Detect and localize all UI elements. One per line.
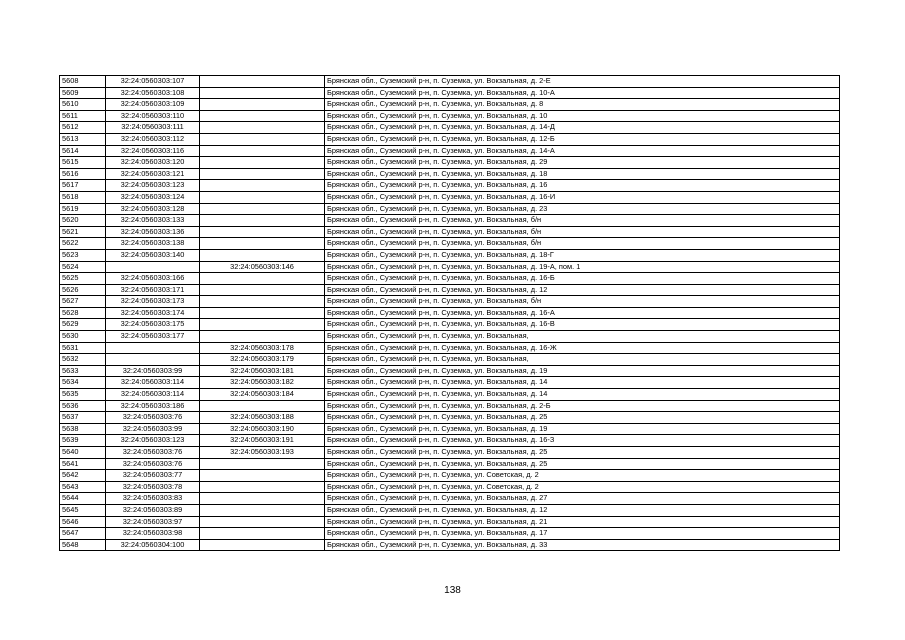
cadastral-number-secondary-cell: 32:24:0560303:146	[200, 261, 325, 273]
address-cell: Брянская обл., Суземский р-н, п. Суземка, ул. Вокзальная, д. 25	[325, 447, 840, 459]
table-row	[60, 342, 840, 354]
cadastral-number-secondary-cell	[200, 99, 325, 111]
row-number-cell: 5620	[60, 215, 106, 227]
cadastral-number-secondary-cell	[200, 168, 325, 180]
address-cell: Брянская обл., Суземский р-н, п. Суземка, ул. Вокзальная, б/н	[325, 296, 840, 308]
cadastral-number-cell: 32:24:0560303:78	[106, 481, 200, 493]
address-cell: Брянская обл., Суземский р-н, п. Суземка, ул. Вокзальная, д. 10	[325, 110, 840, 122]
cadastral-number-secondary-cell	[200, 516, 325, 528]
address-cell: Брянская обл., Суземский р-н, п. Суземка, ул. Вокзальная, б/н	[325, 215, 840, 227]
address-cell: Брянская обл., Суземский р-н, п. Суземка, ул. Вокзальная, д. 27	[325, 493, 840, 505]
address-cell: Брянская обл., Суземский р-н, п. Суземка, ул. Вокзальная, б/н	[325, 238, 840, 250]
table-row	[60, 331, 840, 343]
table-row	[60, 389, 840, 401]
row-number-cell: 5642	[60, 470, 106, 482]
table-row	[60, 133, 840, 145]
table-row	[60, 377, 840, 389]
row-number-cell: 5629	[60, 319, 106, 331]
cadastral-number-cell: 32:24:0560303:121	[106, 168, 200, 180]
cadastral-number-secondary-cell	[200, 284, 325, 296]
table-row	[60, 470, 840, 482]
cadastral-number-secondary-cell: 32:24:0560303:181	[200, 365, 325, 377]
table-row	[60, 215, 840, 227]
row-number-cell: 5645	[60, 504, 106, 516]
address-cell: Брянская обл., Суземский р-н, п. Суземка, ул. Вокзальная, д. 12-Б	[325, 133, 840, 145]
table-row	[60, 249, 840, 261]
table-row	[60, 354, 840, 366]
cadastral-number-cell: 32:24:0560303:136	[106, 226, 200, 238]
cadastral-number-secondary-cell	[200, 504, 325, 516]
cadastral-number-cell: 32:24:0560303:109	[106, 99, 200, 111]
address-cell: Брянская обл., Суземский р-н, п. Суземка, ул. Вокзальная, д. 12	[325, 284, 840, 296]
table-row	[60, 504, 840, 516]
table-row	[60, 273, 840, 285]
cadastral-number-secondary-cell	[200, 400, 325, 412]
table-row	[60, 307, 840, 319]
cadastral-number-secondary-cell	[200, 226, 325, 238]
address-cell: Брянская обл., Суземский р-н, п. Суземка, ул. Вокзальная, д. 16-А	[325, 307, 840, 319]
address-cell: Брянская обл., Суземский р-н, п. Суземка, ул. Вокзальная, д. 16-Ж	[325, 342, 840, 354]
table-row	[60, 423, 840, 435]
row-number-cell: 5637	[60, 412, 106, 424]
cadastral-number-secondary-cell	[200, 215, 325, 227]
cadastral-number-cell: 32:24:0560303:174	[106, 307, 200, 319]
table-row	[60, 412, 840, 424]
cadastral-number-cell: 32:24:0560303:97	[106, 516, 200, 528]
cadastral-number-secondary-cell	[200, 307, 325, 319]
table-row	[60, 284, 840, 296]
row-number-cell: 5616	[60, 168, 106, 180]
address-cell: Брянская обл., Суземский р-н, п. Суземка, ул. Вокзальная, д. 17	[325, 528, 840, 540]
table-row	[60, 528, 840, 540]
cadastral-number-secondary-cell	[200, 539, 325, 551]
cadastral-number-secondary-cell	[200, 76, 325, 88]
row-number-cell: 5610	[60, 99, 106, 111]
table-row	[60, 400, 840, 412]
table-row	[60, 493, 840, 505]
table-row	[60, 539, 840, 551]
row-number-cell: 5612	[60, 122, 106, 134]
table-row	[60, 110, 840, 122]
row-number-cell: 5635	[60, 389, 106, 401]
address-cell: Брянская обл., Суземский р-н, п. Суземка, ул. Вокзальная, д. 16-З	[325, 435, 840, 447]
cadastral-number-cell: 32:24:0560303:120	[106, 157, 200, 169]
row-number-cell: 5643	[60, 481, 106, 493]
table-row	[60, 226, 840, 238]
row-number-cell: 5633	[60, 365, 106, 377]
cadastral-number-cell: 32:24:0560303:124	[106, 191, 200, 203]
table-row	[60, 447, 840, 459]
cadastral-number-cell: 32:24:0560303:133	[106, 215, 200, 227]
row-number-cell: 5624	[60, 261, 106, 273]
address-cell: Брянская обл., Суземский р-н, п. Суземка, ул. Вокзальная, д. 18-Г	[325, 249, 840, 261]
row-number-cell: 5627	[60, 296, 106, 308]
row-number-cell: 5638	[60, 423, 106, 435]
cadastral-number-secondary-cell	[200, 528, 325, 540]
cadastral-number-secondary-cell	[200, 87, 325, 99]
page-number: 138	[444, 585, 461, 596]
address-cell: Брянская обл., Суземский р-н, п. Суземка, ул. Вокзальная, б/н	[325, 226, 840, 238]
address-cell: Брянская обл., Суземский р-н, п. Суземка, ул. Вокзальная, д. 10-А	[325, 87, 840, 99]
cadastral-number-cell: 32:24:0560303:138	[106, 238, 200, 250]
cadastral-number-cell: 32:24:0560303:76	[106, 458, 200, 470]
table-row	[60, 76, 840, 88]
row-number-cell: 5613	[60, 133, 106, 145]
cadastral-number-cell: 32:24:0560303:166	[106, 273, 200, 285]
cadastral-number-cell: 32:24:0560303:112	[106, 133, 200, 145]
row-number-cell: 5619	[60, 203, 106, 215]
row-number-cell: 5639	[60, 435, 106, 447]
address-cell: Брянская обл., Суземский р-н, п. Суземка, ул. Вокзальная, д. 12	[325, 504, 840, 516]
cadastral-number-cell: 32:24:0560303:123	[106, 435, 200, 447]
address-cell: Брянская обл., Суземский р-н, п. Суземка, ул. Вокзальная,	[325, 331, 840, 343]
table-row	[60, 458, 840, 470]
table-row	[60, 191, 840, 203]
cadastral-number-secondary-cell	[200, 319, 325, 331]
cadastral-number-secondary-cell: 32:24:0560303:179	[200, 354, 325, 366]
cadastral-number-cell: 32:24:0560303:110	[106, 110, 200, 122]
row-number-cell: 5648	[60, 539, 106, 551]
address-cell: Брянская обл., Суземский р-н, п. Суземка, ул. Вокзальная, д. 14-А	[325, 145, 840, 157]
address-cell: Брянская обл., Суземский р-н, п. Суземка, ул. Вокзальная, д. 19	[325, 423, 840, 435]
address-cell: Брянская обл., Суземский р-н, п. Суземка, ул. Вокзальная, д. 25	[325, 412, 840, 424]
table-row	[60, 296, 840, 308]
row-number-cell: 5608	[60, 76, 106, 88]
row-number-cell: 5631	[60, 342, 106, 354]
row-number-cell: 5628	[60, 307, 106, 319]
address-cell: Брянская обл., Суземский р-н, п. Суземка, ул. Вокзальная, д. 16	[325, 180, 840, 192]
cadastral-number-secondary-cell	[200, 249, 325, 261]
address-cell: Брянская обл., Суземский р-н, п. Суземка, ул. Вокзальная, д. 16-Б	[325, 273, 840, 285]
table-row	[60, 435, 840, 447]
address-cell: Брянская обл., Суземский р-н, п. Суземка, ул. Вокзальная, д. 29	[325, 157, 840, 169]
cadastral-number-cell: 32:24:0560303:171	[106, 284, 200, 296]
table-row	[60, 365, 840, 377]
address-cell: Брянская обл., Суземский р-н, п. Суземка, ул. Вокзальная, д. 25	[325, 458, 840, 470]
row-number-cell: 5623	[60, 249, 106, 261]
cadastral-number-secondary-cell	[200, 133, 325, 145]
table-row	[60, 180, 840, 192]
cadastral-number-secondary-cell	[200, 458, 325, 470]
cadastral-number-cell: 32:24:0560303:175	[106, 319, 200, 331]
cadastral-number-cell: 32:24:0560303:177	[106, 331, 200, 343]
address-cell: Брянская обл., Суземский р-н, п. Суземка, ул. Вокзальная, д. 19	[325, 365, 840, 377]
cadastral-number-secondary-cell	[200, 238, 325, 250]
cadastral-number-cell	[106, 342, 200, 354]
cadastral-number-cell: 32:24:0560303:83	[106, 493, 200, 505]
cadastral-number-secondary-cell	[200, 122, 325, 134]
table-row	[60, 203, 840, 215]
cadastral-number-cell: 32:24:0560303:140	[106, 249, 200, 261]
address-cell: Брянская обл., Суземский р-н, п. Суземка, ул. Советская, д. 2	[325, 481, 840, 493]
row-number-cell: 5617	[60, 180, 106, 192]
address-cell: Брянская обл., Суземский р-н, п. Суземка, ул. Вокзальная, д. 8	[325, 99, 840, 111]
cadastral-number-cell: 32:24:0560303:98	[106, 528, 200, 540]
row-number-cell: 5611	[60, 110, 106, 122]
address-cell: Брянская обл., Суземский р-н, п. Суземка, ул. Вокзальная, д. 14	[325, 377, 840, 389]
row-number-cell: 5647	[60, 528, 106, 540]
cadastral-number-secondary-cell	[200, 180, 325, 192]
row-number-cell: 5621	[60, 226, 106, 238]
row-number-cell: 5626	[60, 284, 106, 296]
table-row	[60, 481, 840, 493]
row-number-cell: 5640	[60, 447, 106, 459]
cadastral-number-cell: 32:24:0560303:128	[106, 203, 200, 215]
cadastral-number-secondary-cell	[200, 331, 325, 343]
table-row	[60, 157, 840, 169]
cadastral-number-cell: 32:24:0560303:123	[106, 180, 200, 192]
cadastral-number-cell	[106, 261, 200, 273]
row-number-cell: 5615	[60, 157, 106, 169]
row-number-cell: 5618	[60, 191, 106, 203]
cadastral-number-cell	[106, 354, 200, 366]
address-cell: Брянская обл., Суземский р-н, п. Суземка, ул. Вокзальная, д. 16-В	[325, 319, 840, 331]
address-cell: Брянская обл., Суземский р-н, п. Суземка, ул. Вокзальная, д. 14	[325, 389, 840, 401]
address-cell: Брянская обл., Суземский р-н, п. Суземка, ул. Вокзальная, д. 2-Е	[325, 76, 840, 88]
cadastral-number-cell: 32:24:0560303:116	[106, 145, 200, 157]
table-row	[60, 319, 840, 331]
cadastral-number-secondary-cell: 32:24:0560303:182	[200, 377, 325, 389]
row-number-cell: 5634	[60, 377, 106, 389]
address-cell: Брянская обл., Суземский р-н, п. Суземка, ул. Советская, д. 2	[325, 470, 840, 482]
registry-table	[59, 75, 840, 551]
row-number-cell: 5630	[60, 331, 106, 343]
cadastral-number-cell: 32:24:0560303:108	[106, 87, 200, 99]
address-cell: Брянская обл., Суземский р-н, п. Суземка, ул. Вокзальная, д. 18	[325, 168, 840, 180]
table-row	[60, 168, 840, 180]
address-cell: Брянская обл., Суземский р-н, п. Суземка, ул. Вокзальная, д. 19-А, пом. 1	[325, 261, 840, 273]
row-number-cell: 5641	[60, 458, 106, 470]
cadastral-number-cell: 32:24:0560303:99	[106, 423, 200, 435]
cadastral-number-cell: 32:24:0560303:77	[106, 470, 200, 482]
cadastral-number-secondary-cell	[200, 273, 325, 285]
table-row	[60, 516, 840, 528]
address-cell: Брянская обл., Суземский р-н, п. Суземка, ул. Вокзальная, д. 21	[325, 516, 840, 528]
cadastral-number-secondary-cell	[200, 493, 325, 505]
cadastral-number-secondary-cell: 32:24:0560303:191	[200, 435, 325, 447]
cadastral-number-cell: 32:24:0560303:76	[106, 412, 200, 424]
address-cell: Брянская обл., Суземский р-н, п. Суземка, ул. Вокзальная, д. 2-Б	[325, 400, 840, 412]
row-number-cell: 5614	[60, 145, 106, 157]
cadastral-number-secondary-cell	[200, 481, 325, 493]
table-row	[60, 87, 840, 99]
cadastral-number-cell: 32:24:0560303:76	[106, 447, 200, 459]
cadastral-number-secondary-cell: 32:24:0560303:190	[200, 423, 325, 435]
cadastral-number-secondary-cell: 32:24:0560303:193	[200, 447, 325, 459]
address-cell: Брянская обл., Суземский р-н, п. Суземка, ул. Вокзальная,	[325, 354, 840, 366]
row-number-cell: 5609	[60, 87, 106, 99]
cadastral-number-secondary-cell	[200, 157, 325, 169]
address-cell: Брянская обл., Суземский р-н, п. Суземка, ул. Вокзальная, д. 33	[325, 539, 840, 551]
cadastral-number-secondary-cell	[200, 470, 325, 482]
cadastral-number-secondary-cell: 32:24:0560303:178	[200, 342, 325, 354]
table-row	[60, 261, 840, 273]
cadastral-number-cell: 32:24:0560304:100	[106, 539, 200, 551]
cadastral-number-cell: 32:24:0560303:107	[106, 76, 200, 88]
table-row	[60, 238, 840, 250]
row-number-cell: 5644	[60, 493, 106, 505]
address-cell: Брянская обл., Суземский р-н, п. Суземка, ул. Вокзальная, д. 14-Д	[325, 122, 840, 134]
cadastral-number-secondary-cell	[200, 296, 325, 308]
cadastral-number-secondary-cell	[200, 203, 325, 215]
cadastral-number-secondary-cell	[200, 110, 325, 122]
table-row	[60, 122, 840, 134]
row-number-cell: 5625	[60, 273, 106, 285]
address-cell: Брянская обл., Суземский р-н, п. Суземка, ул. Вокзальная, д. 23	[325, 203, 840, 215]
cadastral-number-secondary-cell: 32:24:0560303:188	[200, 412, 325, 424]
table-row	[60, 145, 840, 157]
row-number-cell: 5622	[60, 238, 106, 250]
cadastral-number-cell: 32:24:0560303:114	[106, 389, 200, 401]
table-row	[60, 99, 840, 111]
cadastral-number-secondary-cell	[200, 191, 325, 203]
cadastral-number-cell: 32:24:0560303:99	[106, 365, 200, 377]
cadastral-number-secondary-cell	[200, 145, 325, 157]
cadastral-number-cell: 32:24:0560303:89	[106, 504, 200, 516]
row-number-cell: 5636	[60, 400, 106, 412]
address-cell: Брянская обл., Суземский р-н, п. Суземка, ул. Вокзальная, д. 16-И	[325, 191, 840, 203]
row-number-cell: 5646	[60, 516, 106, 528]
cadastral-number-secondary-cell: 32:24:0560303:184	[200, 389, 325, 401]
cadastral-number-cell: 32:24:0560303:186	[106, 400, 200, 412]
cadastral-number-cell: 32:24:0560303:111	[106, 122, 200, 134]
cadastral-number-cell: 32:24:0560303:173	[106, 296, 200, 308]
cadastral-number-cell: 32:24:0560303:114	[106, 377, 200, 389]
row-number-cell: 5632	[60, 354, 106, 366]
registry-table-body	[60, 76, 840, 551]
